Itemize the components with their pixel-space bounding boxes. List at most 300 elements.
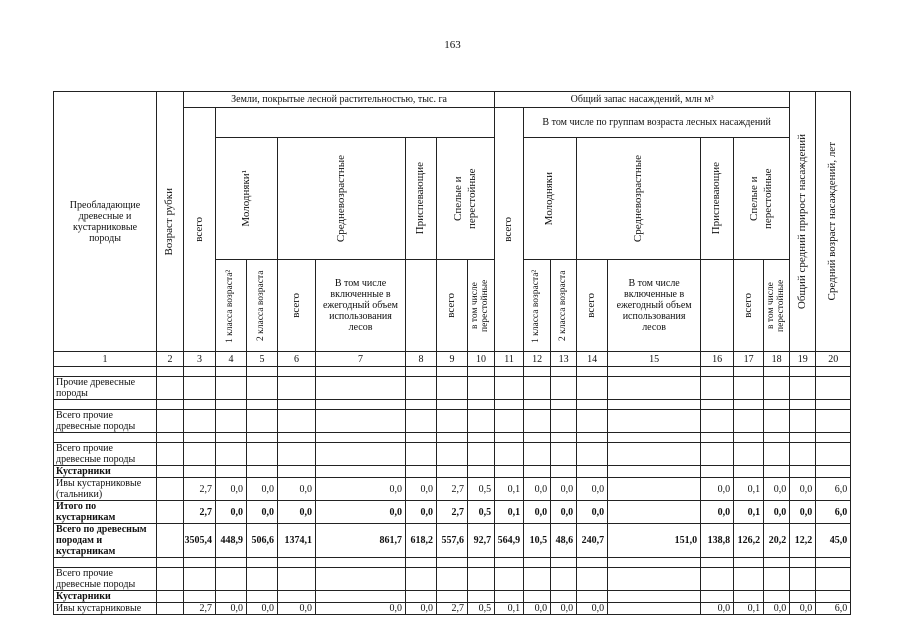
table-cell: 0,5	[468, 478, 495, 501]
table-cell	[184, 400, 216, 410]
table-cell: 92,7	[468, 524, 495, 558]
column-number-cell: 12	[524, 352, 551, 367]
table-cell	[701, 410, 734, 433]
header-stock-middle-total: всего	[577, 260, 608, 352]
header-avg-age: Средний возраст насаждений, лет	[816, 92, 851, 352]
table-row	[54, 501, 851, 524]
row-label	[54, 433, 157, 443]
table-cell: 0,0	[551, 501, 577, 524]
table-cell	[184, 568, 216, 591]
table-cell	[701, 377, 734, 400]
table-cell: 0,0	[216, 478, 247, 501]
column-number-cell: 4	[216, 352, 247, 367]
table-cell	[790, 367, 816, 377]
table-cell: 0,0	[316, 603, 406, 615]
table-row	[54, 400, 851, 410]
table-cell	[608, 603, 701, 615]
table-cell	[551, 443, 577, 466]
table-cell	[316, 367, 406, 377]
row-label	[54, 400, 157, 410]
table-cell	[216, 558, 247, 568]
table-cell	[316, 443, 406, 466]
header-stock-by-age: В том числе по группам возраста лесных насаждений	[524, 108, 790, 138]
table-cell	[157, 400, 184, 410]
table-body	[54, 367, 851, 615]
table-row	[54, 524, 851, 558]
table-cell	[764, 591, 790, 603]
table-cell	[468, 433, 495, 443]
table-cell	[608, 568, 701, 591]
table-cell	[495, 433, 524, 443]
table-cell	[437, 466, 468, 478]
table-row	[54, 410, 851, 433]
table-cell	[406, 568, 437, 591]
table-cell	[577, 410, 608, 433]
table-cell	[437, 591, 468, 603]
table-cell	[468, 591, 495, 603]
table-cell: 506,6	[247, 524, 278, 558]
table-cell: 0,0	[406, 501, 437, 524]
table-cell	[701, 433, 734, 443]
table-cell	[157, 433, 184, 443]
table-cell: 0,0	[316, 478, 406, 501]
table-cell	[278, 591, 316, 603]
table-cell	[216, 466, 247, 478]
column-number-cell: 6	[278, 352, 316, 367]
table-cell: 1374,1	[278, 524, 316, 558]
column-number-cell: 20	[816, 352, 851, 367]
header-stock-mature: Спелые и перестойные	[734, 138, 790, 260]
table-cell	[608, 478, 701, 501]
table-cell	[551, 558, 577, 568]
table-cell	[524, 400, 551, 410]
table-cell	[495, 443, 524, 466]
header-stock-maturing: Приспевающие	[701, 138, 734, 260]
table-cell	[734, 410, 764, 433]
table-cell	[184, 433, 216, 443]
row-label: Всего по древесным породам и кустарникам	[54, 524, 157, 558]
header-lands-spacer	[216, 108, 495, 138]
table-cell	[734, 433, 764, 443]
column-number-cell: 18	[764, 352, 790, 367]
table-cell	[701, 466, 734, 478]
table-cell	[577, 558, 608, 568]
table-cell: 0,5	[468, 501, 495, 524]
table-cell	[468, 367, 495, 377]
table-cell	[316, 591, 406, 603]
table-row	[54, 466, 851, 478]
column-number-row	[54, 352, 851, 367]
header-stock-incl-annual: В том числе включенные в ежегодный объем использования лесов	[608, 260, 701, 352]
table-cell	[216, 410, 247, 433]
table-cell: 0,0	[216, 501, 247, 524]
column-number-cell: 14	[577, 352, 608, 367]
table-cell	[764, 466, 790, 478]
row-label: Итого по кустарникам	[54, 501, 157, 524]
table-cell	[468, 443, 495, 466]
table-cell	[216, 433, 247, 443]
table-cell	[701, 558, 734, 568]
table-cell	[524, 568, 551, 591]
header-felling-age: Возраст рубки	[157, 92, 184, 352]
header-lands-total: всего	[184, 108, 216, 352]
table-cell	[524, 558, 551, 568]
table-cell	[734, 367, 764, 377]
table-cell: 2,7	[184, 603, 216, 615]
table-cell	[790, 443, 816, 466]
table-cell	[734, 466, 764, 478]
table-cell	[495, 558, 524, 568]
table-cell: 448,9	[216, 524, 247, 558]
table-cell	[551, 568, 577, 591]
header-lands-middle-total: всего	[278, 260, 316, 352]
header-lands-class2: 2 класса возраста	[247, 260, 278, 352]
table-cell	[551, 591, 577, 603]
table-cell	[524, 367, 551, 377]
header-lands-young: Молодняки¹	[216, 138, 278, 260]
table-cell	[468, 558, 495, 568]
table-cell: 0,1	[734, 501, 764, 524]
table-cell	[524, 433, 551, 443]
table-cell: 126,2	[734, 524, 764, 558]
column-number-cell: 2	[157, 352, 184, 367]
table-cell: 0,0	[278, 501, 316, 524]
row-label: Ивы кустарниковые (тальники)	[54, 478, 157, 501]
table-cell	[406, 433, 437, 443]
table-cell	[468, 400, 495, 410]
table-cell	[495, 400, 524, 410]
table-cell	[577, 591, 608, 603]
table-cell: 0,0	[524, 478, 551, 501]
column-number-cell: 16	[701, 352, 734, 367]
row-label: Всего прочие древесные породы	[54, 410, 157, 433]
table-cell	[247, 568, 278, 591]
table-cell	[495, 466, 524, 478]
table-cell	[406, 466, 437, 478]
table-cell	[790, 400, 816, 410]
column-number-cell: 15	[608, 352, 701, 367]
table-row	[54, 478, 851, 501]
column-number-cell: 5	[247, 352, 278, 367]
table-cell: 0,0	[790, 478, 816, 501]
table-cell	[701, 400, 734, 410]
table-cell	[316, 410, 406, 433]
header-stock-incl-over: в том числе перестойные	[764, 260, 790, 352]
table-cell	[495, 591, 524, 603]
table-cell	[495, 377, 524, 400]
table-cell	[790, 410, 816, 433]
table-cell	[577, 443, 608, 466]
table-cell	[551, 466, 577, 478]
table-cell: 0,0	[701, 501, 734, 524]
table-cell	[437, 410, 468, 433]
table-cell	[406, 558, 437, 568]
table-cell	[316, 568, 406, 591]
table-cell: 0,0	[764, 478, 790, 501]
table-cell: 0,0	[406, 478, 437, 501]
table-cell	[216, 377, 247, 400]
table-cell	[216, 400, 247, 410]
table-cell	[701, 367, 734, 377]
table-cell	[764, 400, 790, 410]
table-cell: 2,7	[184, 501, 216, 524]
table-cell	[437, 367, 468, 377]
table-cell	[608, 367, 701, 377]
column-number-cell: 8	[406, 352, 437, 367]
table-cell	[734, 377, 764, 400]
header-stock-maturing-sub	[701, 260, 734, 352]
table-cell	[608, 400, 701, 410]
table-cell: 564,9	[495, 524, 524, 558]
header-lands-mature-total: всего	[437, 260, 468, 352]
table-cell	[157, 568, 184, 591]
table-cell: 45,0	[816, 524, 851, 558]
table-cell	[247, 400, 278, 410]
header-stock-young: Молодняки	[524, 138, 577, 260]
table-row	[54, 603, 851, 615]
table-cell: 0,0	[247, 478, 278, 501]
table-cell: 0,5	[468, 603, 495, 615]
column-number-cell: 1	[54, 352, 157, 367]
table-cell	[247, 367, 278, 377]
table-cell	[278, 400, 316, 410]
table-cell	[468, 568, 495, 591]
table-cell	[790, 377, 816, 400]
row-label	[54, 558, 157, 568]
table-cell	[551, 400, 577, 410]
table-cell	[608, 466, 701, 478]
table-cell	[764, 410, 790, 433]
table-cell	[577, 433, 608, 443]
forest-resources-table	[53, 91, 851, 615]
table-cell: 0,0	[216, 603, 247, 615]
table-cell	[184, 558, 216, 568]
table-cell: 2,7	[437, 603, 468, 615]
table-cell: 240,7	[577, 524, 608, 558]
table-cell	[608, 558, 701, 568]
column-number-cell: 17	[734, 352, 764, 367]
row-label: Кустарники	[54, 591, 157, 603]
header-stock-total: всего	[495, 108, 524, 352]
table-cell: 0,0	[524, 603, 551, 615]
column-number-cell: 9	[437, 352, 468, 367]
table-cell	[157, 558, 184, 568]
table-cell: 0,0	[577, 501, 608, 524]
table-cell	[816, 410, 851, 433]
column-number-cell: 10	[468, 352, 495, 367]
table-cell	[157, 501, 184, 524]
table-cell	[495, 410, 524, 433]
table-cell	[734, 568, 764, 591]
table-cell: 0,0	[551, 478, 577, 501]
table-cell: 12,2	[790, 524, 816, 558]
table-cell: 0,0	[278, 603, 316, 615]
table-cell	[790, 591, 816, 603]
table-cell	[216, 443, 247, 466]
table-row	[54, 443, 851, 466]
table-cell	[216, 568, 247, 591]
table-cell	[316, 558, 406, 568]
table-cell	[524, 591, 551, 603]
table-cell: 0,1	[734, 478, 764, 501]
table-cell	[157, 377, 184, 400]
table-cell	[184, 591, 216, 603]
table-row	[54, 433, 851, 443]
page-number: 163	[444, 39, 461, 51]
table-cell: 10,5	[524, 524, 551, 558]
table-cell	[495, 367, 524, 377]
header-lands-incl-annual: В том числе включенные в ежегодный объем использования лесов	[316, 260, 406, 352]
header-species: Преобладающие древесные и кустарниковые породы	[54, 92, 157, 352]
table-cell	[816, 443, 851, 466]
table-row	[54, 568, 851, 591]
table-cell	[764, 568, 790, 591]
table-cell	[816, 466, 851, 478]
table-cell	[790, 568, 816, 591]
table-cell	[790, 466, 816, 478]
table-cell	[734, 400, 764, 410]
table-cell: 557,6	[437, 524, 468, 558]
table-cell	[216, 367, 247, 377]
table-cell	[608, 377, 701, 400]
table-cell	[184, 367, 216, 377]
table-cell	[278, 410, 316, 433]
table-cell	[278, 433, 316, 443]
table-cell: 0,0	[278, 478, 316, 501]
header-lands-class1: 1 класса возраста²	[216, 260, 247, 352]
table-cell: 6,0	[816, 501, 851, 524]
table-cell	[157, 603, 184, 615]
table-cell	[437, 558, 468, 568]
table-cell: 2,7	[184, 478, 216, 501]
header-lands-mature: Спелые и перестойные	[437, 138, 495, 260]
table-cell	[790, 558, 816, 568]
table-cell	[247, 410, 278, 433]
table-cell	[577, 466, 608, 478]
table-row	[54, 367, 851, 377]
table-cell: 48,6	[551, 524, 577, 558]
table-cell	[764, 433, 790, 443]
table-cell	[608, 591, 701, 603]
table-cell	[577, 568, 608, 591]
row-label	[54, 367, 157, 377]
table-cell	[278, 377, 316, 400]
table-cell: 0,1	[734, 603, 764, 615]
table-cell	[816, 433, 851, 443]
table-cell	[184, 466, 216, 478]
table-cell: 0,0	[701, 478, 734, 501]
table-cell	[468, 410, 495, 433]
header-lands-maturing-sub	[406, 260, 437, 352]
header-stock-mature-total: всего	[734, 260, 764, 352]
table-cell	[157, 410, 184, 433]
table-cell: 2,7	[437, 501, 468, 524]
table-cell	[406, 443, 437, 466]
table-cell	[734, 443, 764, 466]
table-cell	[816, 558, 851, 568]
table-cell	[551, 367, 577, 377]
table-cell	[157, 478, 184, 501]
table-cell	[437, 377, 468, 400]
table-cell	[157, 591, 184, 603]
table-cell	[577, 377, 608, 400]
table-cell	[247, 558, 278, 568]
table-cell	[278, 367, 316, 377]
table-cell	[551, 377, 577, 400]
table-cell	[816, 367, 851, 377]
table-cell	[816, 568, 851, 591]
table-cell	[764, 367, 790, 377]
table-cell	[816, 377, 851, 400]
table-cell	[437, 443, 468, 466]
table-cell: 0,0	[551, 603, 577, 615]
table-cell	[524, 410, 551, 433]
table-cell	[468, 466, 495, 478]
table-cell	[247, 591, 278, 603]
table-cell	[406, 377, 437, 400]
table-cell	[437, 568, 468, 591]
row-label: Ивы кустарниковые	[54, 603, 157, 615]
table-cell: 0,0	[764, 501, 790, 524]
table-cell	[551, 433, 577, 443]
table-cell: 861,7	[316, 524, 406, 558]
table-cell: 0,0	[247, 501, 278, 524]
table-cell	[524, 377, 551, 400]
table-cell: 0,0	[524, 501, 551, 524]
table-row	[54, 591, 851, 603]
table-cell	[437, 433, 468, 443]
row-label: Кустарники	[54, 466, 157, 478]
table-cell: 0,0	[764, 603, 790, 615]
header-lands-incl-over: в том числе перестойные	[468, 260, 495, 352]
table-cell: 0,0	[247, 603, 278, 615]
table-cell	[816, 400, 851, 410]
table-cell	[608, 501, 701, 524]
table-cell: 0,0	[316, 501, 406, 524]
table-cell	[278, 568, 316, 591]
table-cell	[701, 443, 734, 466]
table-cell	[437, 400, 468, 410]
table-cell: 0,1	[495, 603, 524, 615]
table-cell	[278, 443, 316, 466]
table-cell: 6,0	[816, 603, 851, 615]
table-cell	[608, 410, 701, 433]
table-cell	[184, 410, 216, 433]
table-cell	[157, 443, 184, 466]
table-cell: 0,0	[406, 603, 437, 615]
table-cell	[406, 367, 437, 377]
header-increment: Общий средний прирост насаждений	[790, 92, 816, 352]
header-lands-maturing: Приспевающие	[406, 138, 437, 260]
table-cell	[734, 558, 764, 568]
table-cell	[577, 400, 608, 410]
table-cell: 0,0	[577, 478, 608, 501]
table-cell	[701, 591, 734, 603]
table-cell	[406, 591, 437, 603]
row-label: Прочие древесные породы	[54, 377, 157, 400]
table-row	[54, 377, 851, 400]
column-number-cell: 7	[316, 352, 406, 367]
table-cell	[734, 591, 764, 603]
column-number-cell: 11	[495, 352, 524, 367]
table-cell	[551, 410, 577, 433]
table-cell	[608, 433, 701, 443]
table-cell: 0,0	[790, 603, 816, 615]
table-cell	[184, 377, 216, 400]
table-cell	[316, 400, 406, 410]
table-cell: 0,0	[701, 603, 734, 615]
header-lands-middle: Средневозрастные	[278, 138, 406, 260]
